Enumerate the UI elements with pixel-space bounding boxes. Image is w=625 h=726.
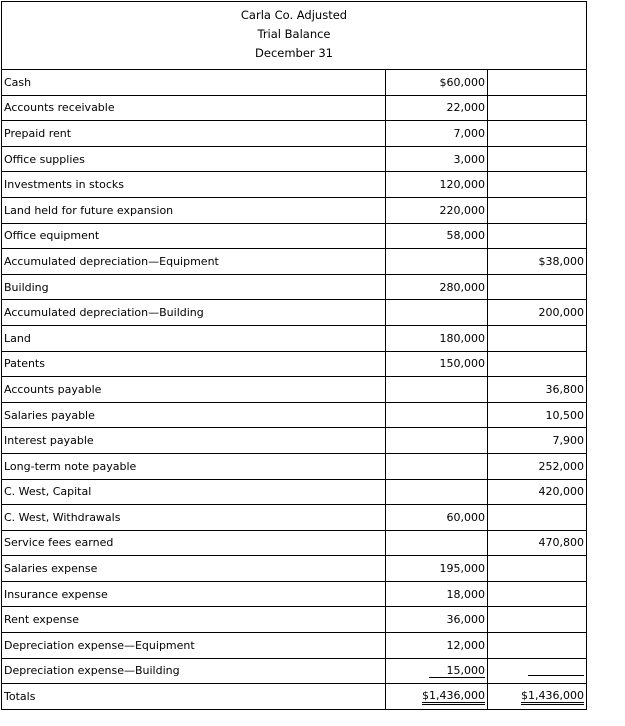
credit-cell	[488, 325, 587, 351]
debit-cell	[386, 172, 488, 198]
debit-amount: 22,000	[446, 101, 485, 115]
table-row	[2, 70, 587, 96]
totals-credit-cell	[488, 684, 587, 710]
debit-amount: 220,000	[439, 203, 485, 217]
credit-cell	[488, 658, 587, 684]
debit-cell	[386, 633, 488, 659]
table-row	[2, 377, 587, 403]
debit-amount: 150,000	[439, 357, 485, 371]
debit-amount: 58,000	[446, 229, 485, 243]
company-title: Carla Co. Adjusted	[240, 8, 348, 22]
credit-amount: 470,800	[538, 536, 584, 550]
account-name-cell: Building	[2, 274, 386, 300]
table-row	[2, 325, 587, 351]
account-name-cell: Prepaid rent	[2, 121, 386, 147]
credit-cell	[488, 453, 587, 479]
account-name-cell: Cash	[2, 70, 386, 96]
debit-cell	[386, 223, 488, 249]
debit-cell	[386, 428, 488, 454]
statement-date: December 31	[255, 46, 333, 60]
account-name-cell: Interest payable	[2, 428, 386, 454]
debit-amount: 280,000	[439, 280, 485, 294]
table-row	[2, 402, 587, 428]
table-row	[2, 274, 587, 300]
debit-cell	[386, 197, 488, 223]
account-name-cell: Office equipment	[2, 223, 386, 249]
statement-title: Trial Balance	[257, 27, 331, 41]
trial-balance-table	[1, 1, 587, 710]
totals-debit-amount: $1,436,000	[422, 689, 485, 705]
totals-row	[2, 684, 587, 710]
account-name-cell: Accumulated depreciation—Equipment	[2, 249, 386, 275]
debit-cell	[386, 556, 488, 582]
account-name-cell: C. West, Capital	[2, 479, 386, 505]
totals-credit-amount: $1,436,000	[521, 689, 584, 705]
totals-debit-cell	[386, 684, 488, 710]
account-name-cell: Patents	[2, 351, 386, 377]
credit-cell	[488, 556, 587, 582]
account-name-cell: Accounts receivable	[2, 95, 386, 121]
credit-amount: $38,000	[538, 254, 584, 268]
credit-amount: 36,800	[545, 382, 584, 396]
credit-cell	[488, 530, 587, 556]
debit-amount: 12,000	[446, 638, 485, 652]
credit-cell	[488, 351, 587, 377]
debit-cell	[386, 607, 488, 633]
table-row	[2, 300, 587, 326]
account-name-cell: Depreciation expense—Equipment	[2, 633, 386, 659]
debit-cell	[386, 249, 488, 275]
credit-cell	[488, 402, 587, 428]
table-row	[2, 505, 587, 531]
debit-cell	[386, 402, 488, 428]
credit-cell	[488, 479, 587, 505]
debit-cell	[386, 377, 488, 403]
table-header-row	[2, 2, 587, 70]
table-row	[2, 95, 587, 121]
debit-amount: 180,000	[439, 331, 485, 345]
table-row	[2, 556, 587, 582]
credit-amount: 7,900	[552, 434, 584, 448]
credit-amount: 10,500	[545, 408, 584, 422]
table-row	[2, 428, 587, 454]
debit-cell	[386, 70, 488, 96]
debit-cell	[386, 658, 488, 684]
table-row	[2, 223, 587, 249]
account-name-cell: Service fees earned	[2, 530, 386, 556]
credit-amount: 200,000	[538, 306, 584, 320]
credit-cell	[488, 428, 587, 454]
debit-cell	[386, 95, 488, 121]
totals-label: Totals	[2, 684, 386, 710]
credit-cell	[488, 95, 587, 121]
account-name-cell: Accounts payable	[2, 377, 386, 403]
debit-cell	[386, 505, 488, 531]
debit-amount: 3,000	[453, 152, 485, 166]
credit-cell	[488, 300, 587, 326]
credit-cell	[488, 223, 587, 249]
debit-cell	[386, 274, 488, 300]
debit-cell	[386, 121, 488, 147]
credit-cell	[488, 172, 587, 198]
table-row	[2, 453, 587, 479]
debit-cell	[386, 581, 488, 607]
account-name-cell: Long-term note payable	[2, 453, 386, 479]
credit-cell	[488, 121, 587, 147]
debit-amount: 15,000	[429, 664, 485, 678]
credit-cell	[488, 146, 587, 172]
account-name-cell: C. West, Withdrawals	[2, 505, 386, 531]
table-row	[2, 121, 587, 147]
debit-cell	[386, 453, 488, 479]
table-row	[2, 633, 587, 659]
debit-amount: $60,000	[439, 75, 485, 89]
table-row	[2, 581, 587, 607]
debit-amount: 36,000	[446, 613, 485, 627]
credit-underline	[528, 663, 584, 676]
credit-cell	[488, 249, 587, 275]
credit-cell	[488, 633, 587, 659]
debit-cell	[386, 351, 488, 377]
account-name-cell: Land held for future expansion	[2, 197, 386, 223]
account-name-cell: Office supplies	[2, 146, 386, 172]
debit-cell	[386, 530, 488, 556]
account-name-cell: Insurance expense	[2, 581, 386, 607]
table-row	[2, 530, 587, 556]
account-name-cell: Investments in stocks	[2, 172, 386, 198]
debit-cell	[386, 300, 488, 326]
credit-cell	[488, 581, 587, 607]
table-title-cell	[2, 2, 587, 70]
account-name-cell: Land	[2, 325, 386, 351]
table-row	[2, 146, 587, 172]
table-row	[2, 479, 587, 505]
debit-amount: 60,000	[446, 510, 485, 524]
debit-cell	[386, 146, 488, 172]
credit-cell	[488, 377, 587, 403]
table-row	[2, 658, 587, 684]
account-name-cell: Depreciation expense—Building	[2, 658, 386, 684]
credit-cell	[488, 607, 587, 633]
credit-cell	[488, 505, 587, 531]
debit-amount: 195,000	[439, 562, 485, 576]
credit-cell	[488, 197, 587, 223]
table-row	[2, 607, 587, 633]
table-row	[2, 351, 587, 377]
debit-amount: 18,000	[446, 587, 485, 601]
account-name-cell: Rent expense	[2, 607, 386, 633]
debit-amount: 120,000	[439, 178, 485, 192]
account-name-cell: Salaries payable	[2, 402, 386, 428]
account-name-cell: Accumulated depreciation—Building	[2, 300, 386, 326]
table-row	[2, 172, 587, 198]
credit-cell	[488, 70, 587, 96]
table-row	[2, 249, 587, 275]
table-row	[2, 197, 587, 223]
debit-amount: 7,000	[453, 126, 485, 140]
debit-cell	[386, 479, 488, 505]
credit-amount: 252,000	[538, 459, 584, 473]
credit-cell	[488, 274, 587, 300]
debit-cell	[386, 325, 488, 351]
account-name-cell: Salaries expense	[2, 556, 386, 582]
credit-amount: 420,000	[538, 485, 584, 499]
